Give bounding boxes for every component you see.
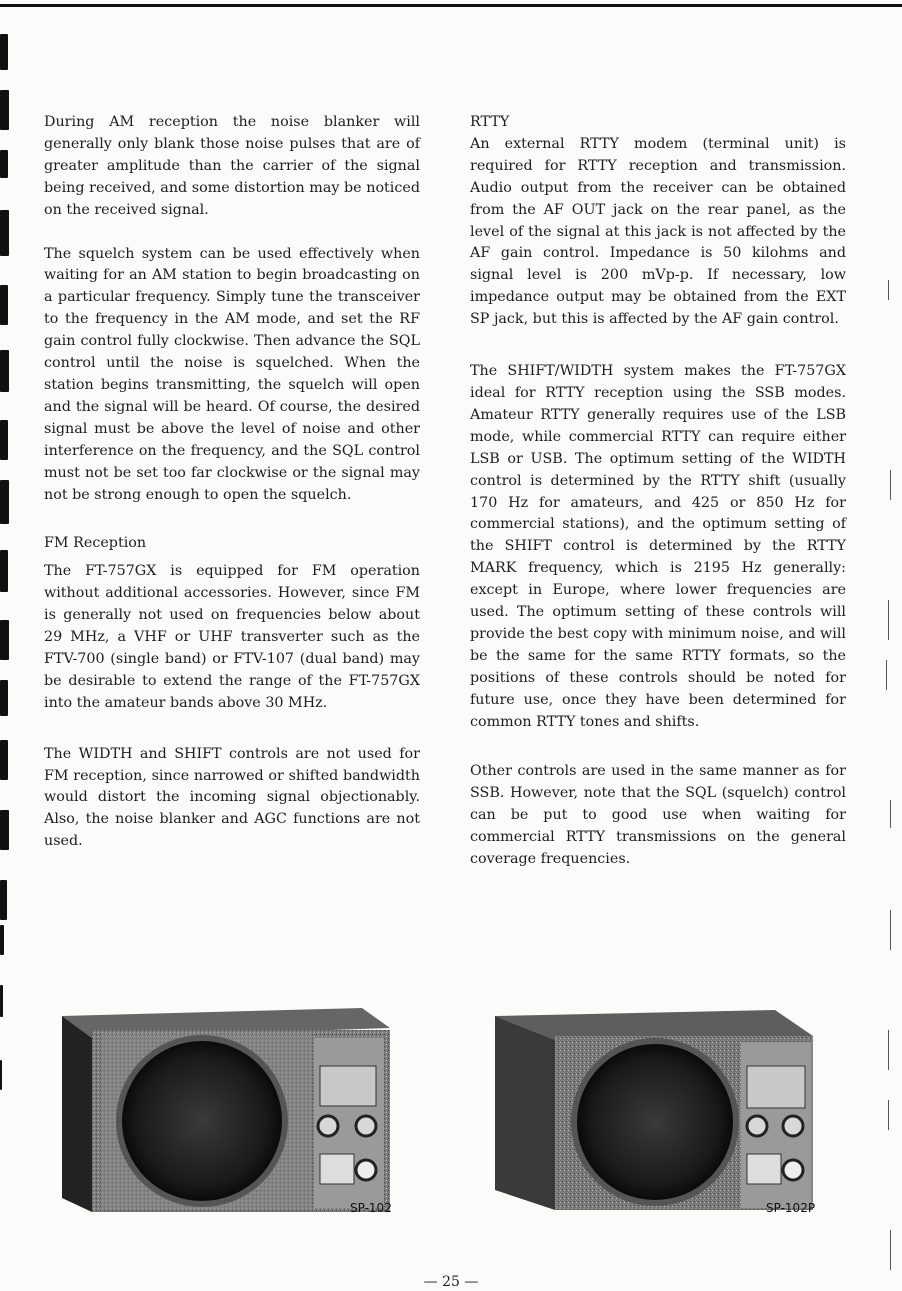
- speaker-photo-sp102p: [495, 1010, 825, 1210]
- right-column: [470, 112, 846, 893]
- top-rule: [0, 4, 902, 7]
- fm-reception-heading: FM Reception: [44, 535, 147, 552]
- left-paragraph-2: The squelch system can be used effectively when waiting for an AM station to begin broadcasting on a particular frequency. Simply tune the transceiver to the frequency in the AM mode, and set the RF gain control fully clockwise. Then advance the SQL control until the noise is squelched. When the station begins transmitting, the squelch will open and the signal will be heard. Of course, the desired signal must be above the level of noise and other interference on the frequency, and the SQL control must not be set too far clockwise or the signal may not be strong enough to open the squelch.: [44, 245, 420, 503]
- right-paragraph-2: The SHIFT/WIDTH system makes the FT-757GX ideal for RTTY reception using the SSB modes. Amateur RTTY generally requires use of the LSB mode, while commercial RTTY can require either LSB or USB. The optimum setting of the WIDTH control is determined by the RTTY shift (usually 170 Hz for amateurs, and 425 or 850 Hz for commercial stations), and the optimum setting of the SHIFT control is determined by the RTTY MARK frequency, which is 2195 Hz generally: except in Europe, where lower frequencies are used. The optimum setting of these controls will provide the best copy with minimum noise, and will be the same for the same RTTY formats, so the positions of these controls should be noted for future use, once they have been determined for common RTTY tones and shifts.: [470, 363, 846, 730]
- rtty-heading: RTTY: [470, 114, 510, 130]
- left-paragraph-3: The FT-757GX is equipped for FM operation without additional accessories. However, since FM is generally not used on frequencies below about 29 MHz, a VHF or UHF transverter such as the FTV-700 (single band) or FTV-107 (dual band) may be desirable to extend the range of the FT-757GX into the amateur bands above 30 MHz.: [44, 563, 420, 711]
- right-paragraph-1: An external RTTY modem (terminal unit) is required for RTTY reception and transmission. Audio output from the receiver can be obtained from the AF OUT jack on the rear panel, as the level of the signal at this jack is not affected by the AF gain control. Impedance is 50 kilohms and signal level is 200 mVp-p. If necessary, low impedance output may be obtained from the EXT SP jack, but this is affected by the AF gain control.: [470, 135, 846, 328]
- right-paragraph-3: Other controls are used in the same manner as for SSB. However, note that the SQL (squelch) control can be put to good use when waiting for commercial RTTY transmissions on the general coverage frequencies.: [470, 763, 846, 868]
- left-paragraph-1: During AM reception the noise blanker will generally only blank those noise pulses that are of greater amplitude than the carrier of the signal being received, and some distortion may be noticed on the received signal.: [44, 114, 420, 218]
- figure-caption-sp102p: SP-102P: [766, 1201, 816, 1215]
- figure-caption-sp102: SP-102: [350, 1201, 392, 1215]
- binding-marks: [0, 20, 12, 1250]
- left-column: [44, 112, 420, 875]
- page-number: — 25 —: [423, 1274, 479, 1290]
- left-paragraph-4: The WIDTH and SHIFT controls are not used for FM reception, since narrowed or shifted bandwidth would distort the incoming signal objectionably. Also, the noise blanker and AGC functions are not used.: [44, 745, 420, 850]
- speaker-photo-sp102: [62, 1008, 392, 1212]
- scan-edge-marks: [876, 150, 896, 1280]
